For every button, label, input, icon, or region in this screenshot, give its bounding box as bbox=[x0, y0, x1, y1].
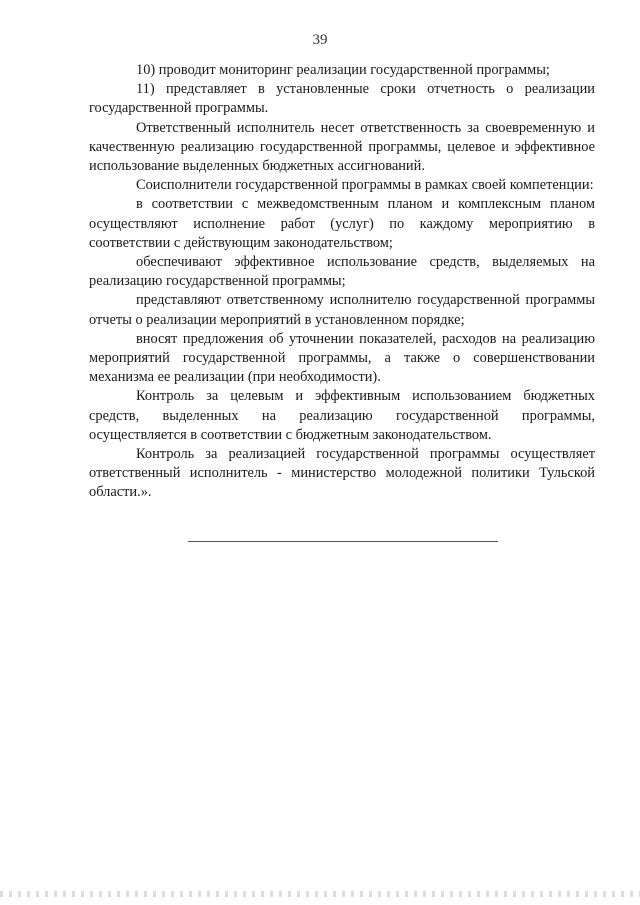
paragraph: представляют ответственному исполнителю государственной программы отчеты о реализации мероприятий в установленном порядке; bbox=[89, 292, 595, 328]
paragraph: обеспечивают эффективное использование средств, выделяемых на реализацию государственной программы; bbox=[89, 254, 595, 290]
paragraph: 10) проводит мониторинг реализации государственной программы; bbox=[136, 62, 550, 78]
paragraph: Ответственный исполнитель несет ответственность за своевременную и качественную реализацию государственной программы, целевое и эффективное использование выделенных бюджетных ассигнований. bbox=[89, 119, 595, 175]
document-body bbox=[89, 61, 595, 503]
paragraph: в соответствии с межведомственным планом и комплексным планом осуществляют исполнение работ (услуг) по каждому мероприятию в соответствии с действующим законодательством; bbox=[89, 196, 595, 251]
paragraph: Соисполнители государственной программы в рамках своей компетенции: bbox=[136, 177, 594, 194]
scan-artifact-strip bbox=[0, 891, 640, 897]
paragraph: 11) представляет в установленные сроки отчетность о реализации государственной программы. bbox=[89, 81, 595, 117]
paragraph: Контроль за реализацией государственной программы осуществляет ответственный исполнитель - министерство молодежной политики Тульской области.». bbox=[89, 446, 595, 501]
end-of-section-rule bbox=[188, 541, 498, 542]
paragraph: Контроль за целевым и эффективным использованием бюджетных средств, выделенных на реализацию государственной программы, осуществляется в соответствии с бюджетным законодательством. bbox=[89, 388, 595, 443]
paragraph: вносят предложения об уточнении показателей, расходов на реализацию мероприятий государственной программы, а также о совершенствовании механизма ее реализации (при необходимости). bbox=[89, 330, 595, 386]
page-number: 39 bbox=[312, 32, 328, 48]
